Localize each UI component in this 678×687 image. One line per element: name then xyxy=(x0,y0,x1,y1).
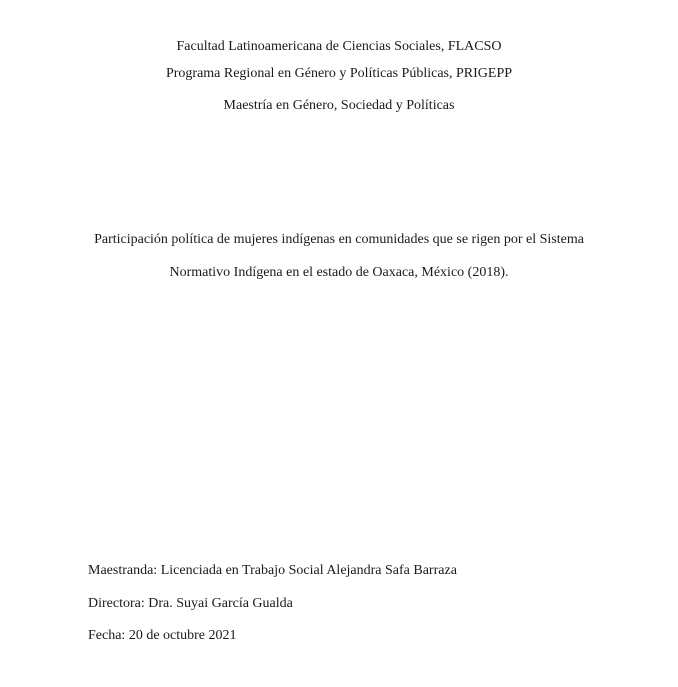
institution-name: Facultad Latinoamericana de Ciencias Sociales, FLACSO xyxy=(176,39,502,54)
student-line: Maestranda: Licenciada en Trabajo Social Alejandra Safa Barraza xyxy=(88,563,457,578)
degree-name: Maestría en Género, Sociedad y Políticas xyxy=(223,98,455,113)
thesis-title-line-2: Normativo Indígena en el estado de Oaxaca, México (2018). xyxy=(169,265,509,280)
thesis-title-line-1: Participación política de mujeres indígenas en comunidades que se rigen por el Sistema xyxy=(94,232,584,247)
director-line: Directora: Dra. Suyai García Gualda xyxy=(88,596,293,611)
date-line: Fecha: 20 de octubre 2021 xyxy=(88,628,237,643)
program-name: Programa Regional en Género y Políticas Públicas, PRIGEPP xyxy=(165,66,513,81)
